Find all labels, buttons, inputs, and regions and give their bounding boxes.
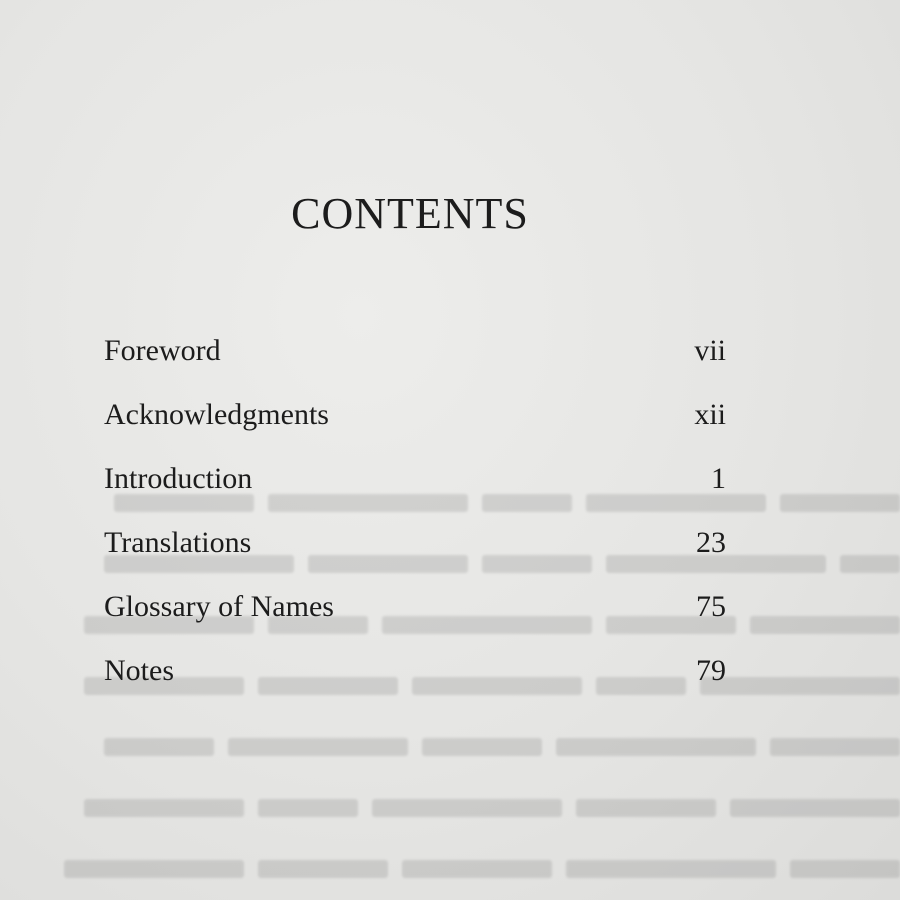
page-title: CONTENTS — [291, 189, 529, 238]
toc-entry-acknowledgments — [104, 398, 726, 462]
toc-entry-label: Acknowledgments — [104, 398, 329, 431]
toc-entry-page-number: xii — [694, 398, 726, 431]
toc-entry-label: Glossary of Names — [104, 590, 334, 623]
toc-entry-page-number: 23 — [696, 526, 726, 559]
table-of-contents — [104, 334, 726, 718]
toc-entry-page-number: 79 — [696, 654, 726, 687]
toc-entry-label: Notes — [104, 654, 174, 687]
toc-entry-label: Foreword — [104, 334, 221, 367]
toc-entry-introduction — [104, 462, 726, 526]
toc-entry-label: Introduction — [104, 462, 253, 495]
toc-entry-foreword — [104, 334, 726, 398]
toc-entry-page-number: 75 — [696, 590, 726, 623]
toc-entry-page-number: vii — [694, 334, 726, 367]
toc-entry-translations — [104, 526, 726, 590]
toc-entry-page-number: 1 — [711, 462, 726, 495]
toc-entry-notes — [104, 654, 726, 718]
toc-entry-glossary-of-names — [104, 590, 726, 654]
toc-entry-label: Translations — [104, 526, 252, 559]
